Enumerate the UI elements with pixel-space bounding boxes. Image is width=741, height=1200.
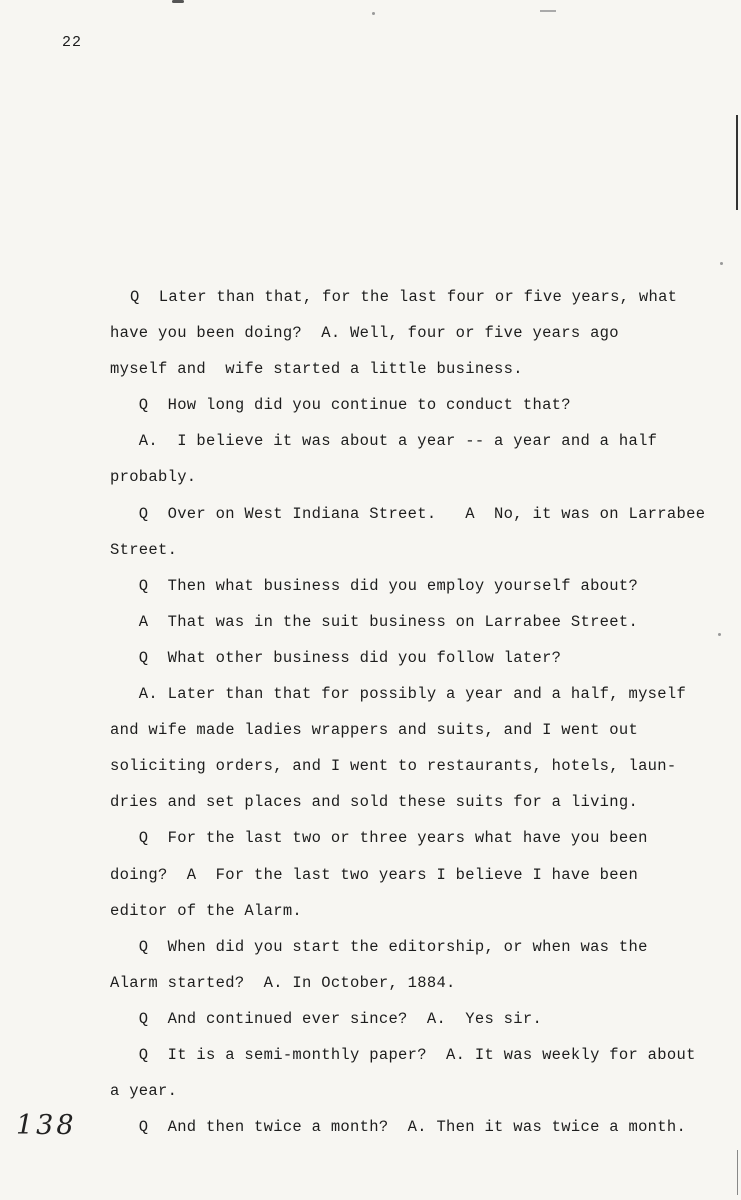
transcript-line: a year. [110, 1082, 178, 1101]
transcript-line: Street. [110, 540, 178, 559]
scan-speck [372, 12, 375, 15]
transcript-body [110, 286, 710, 1152]
transcript-line: Q Later than that, for the last four or five years, what [130, 288, 678, 306]
transcript-line: A. I believe it was about a year -- a year and a half [110, 432, 658, 451]
transcript-line: Q And continued ever since? A. Yes sir. [110, 1009, 543, 1028]
scan-edge-line-lower [737, 1150, 738, 1195]
transcript-line: and wife made ladies wrappers and suits, and I went out [110, 721, 639, 740]
transcript-line: A That was in the suit business on Larrabee Street. [110, 612, 639, 631]
transcript-line: Q When did you start the editorship, or when was the [110, 937, 648, 956]
handwritten-margin-note: 138 [16, 1110, 77, 1141]
transcript-line: probably. [110, 468, 197, 487]
scan-speck [718, 633, 721, 636]
scan-mark-top-right [540, 10, 556, 12]
transcript-line: soliciting orders, and I went to restaurants, hotels, laun- [110, 757, 677, 776]
transcript-line: have you been doing? A. Well, four or five years ago [110, 324, 619, 343]
transcript-line: editor of the Alarm. [110, 901, 303, 920]
transcript-line: Q Over on West Indiana Street. A No, it was on Larrabee [110, 504, 706, 523]
transcript-line: Q Then what business did you employ yourself about? [110, 576, 639, 595]
transcript-line: Q For the last two or three years what have you been [110, 829, 648, 848]
scan-mark-top [172, 0, 184, 3]
transcript-line: Q And then twice a month? A. Then it was twice a month. [110, 1118, 687, 1137]
transcript-line: A. Later than that for possibly a year and a half, myself [110, 685, 687, 704]
transcript-line: Q It is a semi-monthly paper? A. It was weekly for about [110, 1045, 696, 1064]
transcript-line: doing? A For the last two years I believe I have been [110, 865, 639, 884]
page-number: 22 [62, 34, 83, 51]
scan-speck [720, 262, 723, 265]
transcript-line: Alarm started? A. In October, 1884. [110, 973, 456, 992]
transcript-line: myself and wife started a little business. [110, 360, 523, 379]
transcript-line: Q What other business did you follow later? [110, 648, 562, 667]
scan-edge-line [736, 115, 738, 210]
transcript-line: Q How long did you continue to conduct that? [110, 396, 571, 415]
transcript-line: dries and set places and sold these suits for a living. [110, 793, 639, 812]
